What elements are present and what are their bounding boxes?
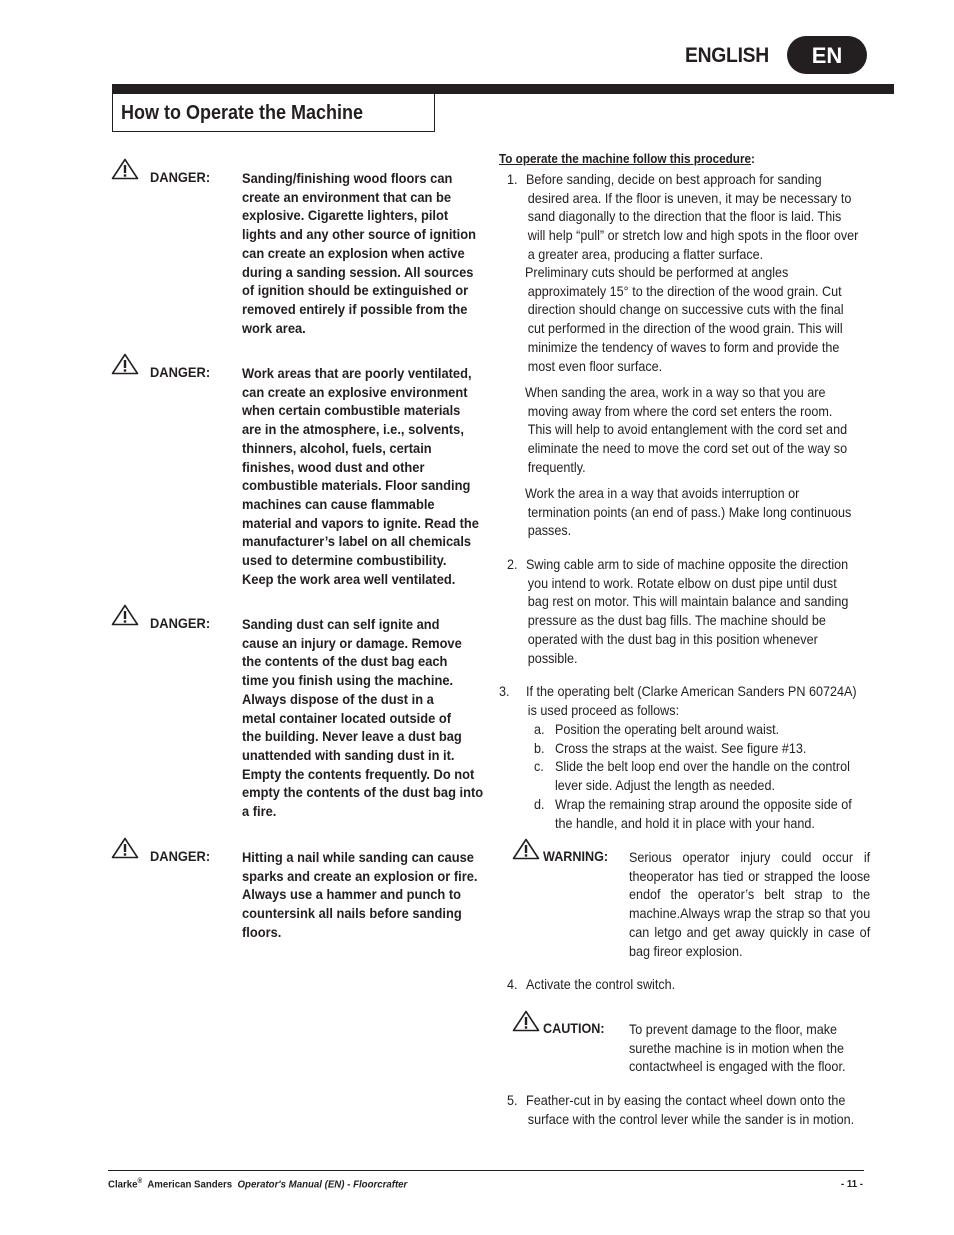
danger-text-line: of ignition should be extinguished or — [242, 282, 469, 299]
step-3-sub-text — [555, 795, 852, 832]
step-5-text-line: Feather-cut in by easing the contact wheel down onto the — [526, 1092, 846, 1108]
step-1-paragraph-3-line: eliminate the need to move the cord set out of the way so — [527, 440, 848, 457]
danger-text-line: Work areas that are poorly ventilated, — [242, 365, 472, 381]
step-4-text-line: Activate the control switch. — [526, 976, 676, 992]
danger-text-line: removed entirely if possible from the — [242, 300, 468, 317]
danger-text-line: a fire. — [242, 803, 277, 820]
caution-icon — [512, 1010, 540, 1037]
step-2-text-line: Swing cable arm to side of machine opposite the direction — [526, 556, 849, 572]
step-1-paragraph-2-line: approximately 15° to the direction of the wood grain. Cut — [527, 282, 842, 299]
step-1-paragraph-4-line: passes. — [527, 522, 572, 539]
danger-text-line: time you finish using the machine. — [242, 672, 454, 689]
danger-text-line: during a sanding session. All sources — [242, 263, 474, 280]
danger-text-line: when certain combustible materials — [242, 402, 461, 419]
step-2-text-line: bag rest on motor. This will maintain balance and sanding — [527, 593, 849, 610]
step-3-sub-letter: b. — [534, 739, 545, 756]
language-label: ENGLISH — [685, 44, 769, 67]
step-2-text-line: operated with the dust bag in this position whenever — [527, 630, 818, 647]
caution-text-line: wheel is engaged with the floor. — [669, 1058, 846, 1075]
language-code-badge: EN — [787, 36, 867, 74]
danger-text-line: floors. — [242, 923, 282, 940]
step-5-text — [526, 1091, 854, 1128]
footer-brand: Clarke — [108, 1178, 138, 1191]
section-title: How to Operate the Machine — [121, 102, 364, 124]
step-3-sub-letter: d. — [534, 795, 545, 812]
step-5-text-line: surface with the control lever while the sander is in motion. — [527, 1110, 855, 1127]
step-1-paragraph-1-line: sand diagonally to the direction that the floor is laid. This — [527, 208, 842, 225]
step-1-paragraph-4-line: termination points (an end of pass.) Make long continuous — [527, 503, 852, 520]
caution-label: CAUTION: — [543, 1020, 605, 1036]
danger-text-line: Always use a hammer and punch to — [242, 886, 462, 903]
danger-text-line: manufacturer’s label on all chemicals — [242, 533, 472, 550]
step-3-sub-text — [555, 739, 806, 758]
footer-manual-title: Operator's Manual (EN) - Floorcrafter — [237, 1178, 408, 1191]
caution-text-line: the machine is in motion when the contact — [629, 1039, 845, 1075]
warning-text-line: or explosion. — [671, 942, 743, 959]
step-1-paragraph-1 — [526, 170, 858, 264]
footer-credit — [108, 1178, 407, 1191]
danger-text-line: lights and any other source of ignition — [242, 226, 477, 243]
danger-text-line: explosive. Cigarette lighters, pilot — [242, 207, 449, 224]
danger-text-line: work area. — [242, 319, 306, 336]
step-1-paragraph-2-line: cut performed in the direction of the wood grain. This will — [527, 320, 843, 337]
step-1-paragraph-1-line: a greater area, producing a flatter surface. — [527, 245, 764, 262]
danger-text-line: can create an explosion when active — [242, 244, 465, 261]
step-3-number: 3. — [499, 683, 510, 699]
danger-text-line: machines can cause flammable — [242, 495, 435, 512]
warning-text-line: operator has tied or strapped the loose end — [629, 867, 871, 903]
step-1-paragraph-4 — [525, 484, 851, 540]
step-2-text-line: pressure as the dust bag fills. The machine should be — [527, 612, 826, 629]
footer-registered-mark: ® — [137, 1178, 143, 1185]
step-1-paragraph-3-line: When sanding the area, work in a way so that you are — [525, 384, 826, 400]
page-number: - 11 - — [841, 1178, 864, 1190]
danger-icon — [111, 353, 139, 380]
danger-text-line: the contents of the dust bag each — [242, 653, 448, 670]
step-2-text — [526, 555, 848, 667]
danger-text-line: combustible materials. Floor sanding — [242, 477, 471, 494]
warning-label: WARNING: — [543, 848, 609, 864]
step-1-paragraph-3-line: frequently. — [527, 458, 586, 475]
step-1-paragraph-2 — [525, 263, 844, 375]
danger-text-line: empty the contents of the dust bag into — [242, 784, 484, 801]
step-1-paragraph-1-line: will help “pull” or stretch low and high spots in the floor over — [527, 227, 859, 244]
step-3-sub-text — [555, 720, 779, 739]
danger-text-line: countersink all nails before sanding — [242, 905, 462, 922]
warning-text-line: Always wrap the strap so that you can let — [629, 905, 871, 940]
step-5-number: 5. — [507, 1092, 518, 1108]
danger-label: DANGER: — [150, 615, 211, 631]
step-1-paragraph-2-line: minimize the tendency of waves to form and provide the — [527, 338, 840, 355]
danger-label: DANGER: — [150, 364, 211, 380]
procedure-intro-colon: : — [751, 151, 755, 166]
step-3-sub-text — [555, 757, 850, 794]
danger-text-line: create an environment that can be — [242, 188, 452, 205]
step-1-paragraph-3 — [525, 383, 847, 477]
warning-text-line: Serious operator injury could occur if the — [629, 849, 871, 884]
danger-icon — [111, 837, 139, 864]
danger-text-line: can create an explosive environment — [242, 383, 468, 400]
caution-text-line: To prevent damage to the floor, make sure — [629, 1021, 838, 1056]
danger-text — [242, 848, 483, 942]
danger-text — [242, 364, 483, 588]
warning-text — [629, 848, 870, 960]
step-4-number: 4. — [507, 976, 518, 992]
step-3-sub-letter: a. — [534, 721, 545, 737]
step-3-text — [526, 682, 857, 719]
danger-text-line: cause an injury or damage. Remove — [242, 634, 462, 651]
step-3-sub-text-line: Position the operating belt around waist. — [555, 721, 780, 737]
danger-text-line: used to determine combustibility. — [242, 552, 447, 569]
step-3-sub-text-line: Wrap the remaining strap around the opposite side of — [555, 795, 852, 812]
danger-text-line: sparks and create an explosion or fire. — [242, 867, 478, 884]
danger-text-line: Hitting a nail while sanding can cause — [242, 849, 474, 865]
danger-text-line: Keep the work area well ventilated. — [242, 570, 456, 587]
step-1-paragraph-4-line: Work the area in a way that avoids interruption or — [525, 485, 800, 501]
danger-text-line: thinners, alcohol, fuels, certain — [242, 439, 432, 456]
step-3-text-line: If the operating belt (Clarke American Sanders PN 60724A) — [526, 683, 857, 699]
danger-icon — [111, 158, 139, 185]
danger-text-line: metal container located outside of — [242, 709, 451, 726]
danger-text-line: the building. Never leave a dust bag — [242, 728, 462, 745]
danger-text — [242, 615, 483, 821]
procedure-intro-text: To operate the machine follow this procedure — [499, 151, 752, 166]
danger-text-line: Sanding/finishing wood floors can — [242, 170, 453, 186]
danger-text-line: Always dispose of the dust in a — [242, 690, 434, 707]
step-1-paragraph-2-line: Preliminary cuts should be performed at angles — [525, 264, 789, 280]
danger-label: DANGER: — [150, 169, 211, 185]
warning-icon — [512, 838, 540, 865]
caution-text — [629, 1020, 881, 1076]
step-3-sub-text-line: Cross the straps at the waist. See figure #13. — [555, 739, 807, 756]
warning-text-line: of the operator’s belt strap to the machine. — [629, 886, 871, 922]
step-2-number: 2. — [507, 556, 518, 572]
footer-company: American Sanders — [147, 1178, 233, 1191]
step-1-number: 1. — [507, 171, 518, 187]
step-1-paragraph-1-line: desired area. If the floor is uneven, it may be necessary to — [527, 189, 852, 206]
danger-text-line: Sanding dust can self ignite and — [242, 616, 440, 632]
danger-icon — [111, 604, 139, 631]
step-2-text-line: possible. — [527, 649, 578, 666]
warning-text-line: go and get away quickly in case of bag fire — [629, 923, 871, 959]
step-3-sub-text-line: lever side. Adjust the length as needed. — [555, 777, 775, 794]
step-1-paragraph-2-line: most even floor surface. — [527, 357, 663, 374]
step-1-paragraph-2-line: direction should change on successive cuts with the final — [527, 301, 844, 318]
step-3-sub-text-line: the handle, and hold it in place with your hand. — [555, 814, 815, 831]
footer-rule — [108, 1170, 864, 1171]
danger-text-line: Empty the contents frequently. Do not — [242, 765, 475, 782]
danger-text-line: finishes, wood dust and other — [242, 458, 425, 475]
step-3-text-line: is used proceed as follows: — [527, 701, 680, 718]
procedure-intro — [499, 151, 755, 166]
step-1-paragraph-3-line: moving away from where the cord set enters the room. — [527, 402, 833, 419]
step-1-paragraph-3-line: This will help to avoid entanglement with the cord set and — [527, 421, 848, 438]
step-4-text — [526, 975, 675, 994]
danger-text-line: unattended with sanding dust in it. — [242, 746, 455, 763]
step-3-sub-text-line: Slide the belt loop end over the handle on the control — [555, 758, 850, 775]
danger-text-line: are in the atmosphere, i.e., solvents, — [242, 421, 464, 438]
step-3-sub-letter: c. — [534, 758, 544, 775]
danger-label: DANGER: — [150, 848, 211, 864]
danger-text-line: material and vapors to ignite. Read the — [242, 514, 479, 531]
step-1-paragraph-1-line: Before sanding, decide on best approach for sanding — [526, 171, 822, 187]
step-2-text-line: you intend to work. Rotate elbow on dust pipe until dust — [527, 574, 837, 591]
danger-text — [242, 169, 483, 337]
